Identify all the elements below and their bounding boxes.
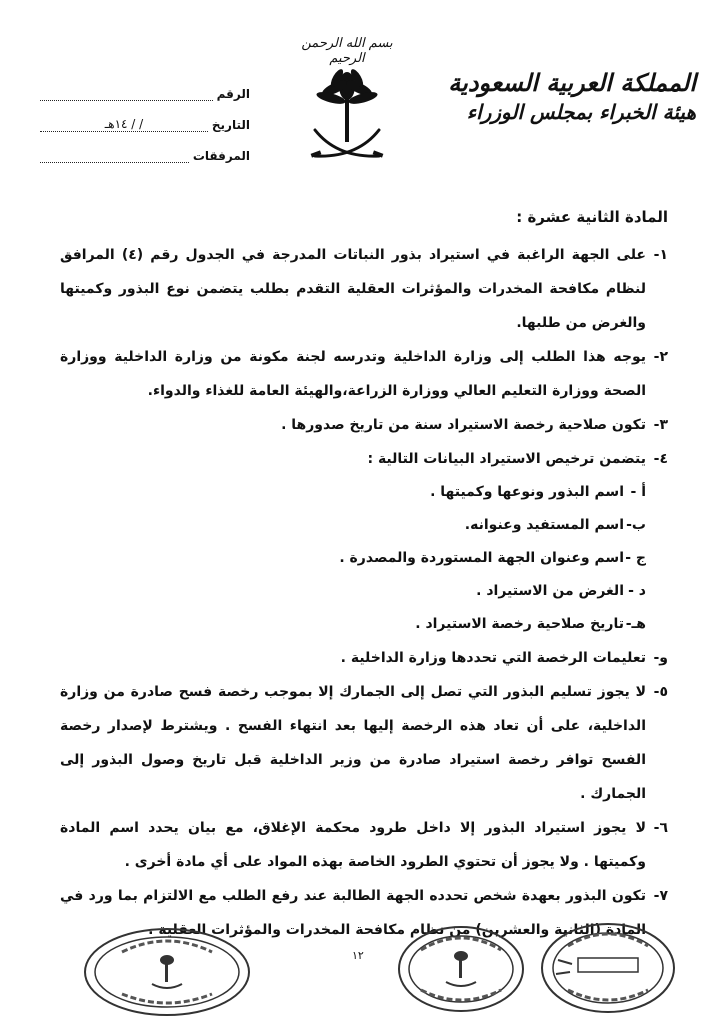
paragraph-4 (60, 442, 668, 476)
ref-row (40, 70, 250, 101)
kingdom-name: المملكة العربية السعودية (448, 68, 696, 97)
page-number: ١٢ (352, 949, 364, 962)
paragraph-number: ٢- (653, 349, 668, 365)
item-text: تعليمات الرخصة التي تحددها وزارة الداخلية . (340, 650, 646, 666)
date-label: التاريخ (211, 118, 250, 132)
paragraph-number: ٦- (653, 820, 668, 836)
paragraph-3 (60, 408, 668, 442)
reference-block (40, 70, 250, 163)
item-text: اسم المستفيد وعنوانه. (464, 517, 624, 533)
paragraph-6 (60, 811, 668, 879)
paragraph-text: لا يجوز تسليم البذور التي تصل إلى الجمارك إلا بموجب رخصة فسح صادرة من وزارة الداخلية، على أن تعاد هذه الرخصة إليها بعد انتهاء الفسح . ويشترط لإصدار رخصة الفسح توافر رخصة استيراد صادرة من وزير الداخلية قبل تاريخ وصول البذور إلى الجمارك . (60, 684, 646, 802)
stamp-right-icon (538, 920, 678, 1016)
item-letter: و- (653, 650, 668, 666)
list-item-b (60, 509, 668, 542)
item-text: تاريخ صلاحية رخصة الاستيراد . (415, 616, 624, 632)
article-body (60, 204, 668, 947)
list-item-c (60, 542, 668, 575)
paragraph-text: لا يجوز استيراد البذور إلا داخل طرود محكمة الإغلاق، مع بيان يحدد اسم المادة وكميتها . ولا يجوز أن تحتوي الطرود الخاصة بهذه المواد على أي مادة أخرى . (60, 820, 646, 870)
item-letter: ج - (625, 550, 646, 566)
paragraph-number: ٤- (653, 451, 668, 467)
item-letter: هـ- (625, 616, 646, 632)
stamp-middle-icon (396, 924, 526, 1014)
attachments-label: المرفقات (192, 149, 250, 163)
paragraph-number: ٥- (653, 684, 668, 700)
paragraph-text: يتضمن ترخيص الاستيراد البيانات التالية : (367, 451, 646, 467)
attachments-row (40, 132, 250, 163)
paragraph-number: ١- (653, 247, 668, 263)
ref-label: الرقم (216, 87, 250, 101)
item-letter: ب- (626, 517, 646, 533)
list-item-f (60, 641, 668, 675)
list-item-e (60, 608, 668, 641)
stamp-left-icon (82, 926, 252, 1018)
paragraph-text: تكون صلاحية رخصة الاستيراد سنة من تاريخ صدورها . (281, 417, 646, 433)
palm-swords-emblem-icon (307, 58, 387, 170)
paragraph-number: ٣- (653, 417, 668, 433)
office-name: هيئة الخبراء بمجلس الوزراء (466, 100, 696, 124)
item-text: الغرض من الاستيراد . (476, 583, 624, 599)
item-letter: أ - (630, 484, 646, 500)
paragraph-number: ٧- (653, 888, 668, 904)
paragraph-1 (60, 238, 668, 340)
bismillah: بسم الله الرحمن الرحيم (301, 36, 393, 66)
article-title: المادة الثانية عشرة : (516, 208, 668, 226)
attachments-line (40, 150, 189, 163)
ref-line (40, 88, 213, 101)
paragraph-text: على الجهة الراغبة في استيراد بذور النباتات المدرجة في الجدول رقم (٤) المرافق لنظام مكافحة المخدرات والمؤثرات العقلية التقدم بطلب يتضمن نوع البذور وكميتها والغرض من طلبها. (60, 247, 646, 331)
paragraph-text: يوجه هذا الطلب إلى وزارة الداخلية وتدرسه لجنة مكونة من وزارة الداخلية ووزارة الصحة ووزارة التعليم العالي ووزارة الزراعة،والهيئة العامة للغذاء والدواء. (60, 349, 646, 399)
date-value: / / ١٤هـ (40, 117, 208, 132)
list-item-a (60, 476, 668, 509)
item-text: اسم البذور ونوعها وكميتها . (430, 484, 624, 500)
paragraph-text: تكون البذور بعهدة شخص تحدده الجهة الطالبة عند رفع الطلب مع الالتزام بما ورد في المادة (الثانية والعشرين) من نظام مكافحة المخدرات والمؤثرات العقلية . (60, 888, 646, 938)
item-text: اسم وعنوان الجهة المستوردة والمصدرة . (339, 550, 624, 566)
list-item-d (60, 575, 668, 608)
date-row (40, 101, 250, 132)
item-letter: د - (628, 583, 646, 599)
paragraph-2 (60, 340, 668, 408)
paragraph-5 (60, 675, 668, 811)
letterhead (436, 68, 696, 126)
